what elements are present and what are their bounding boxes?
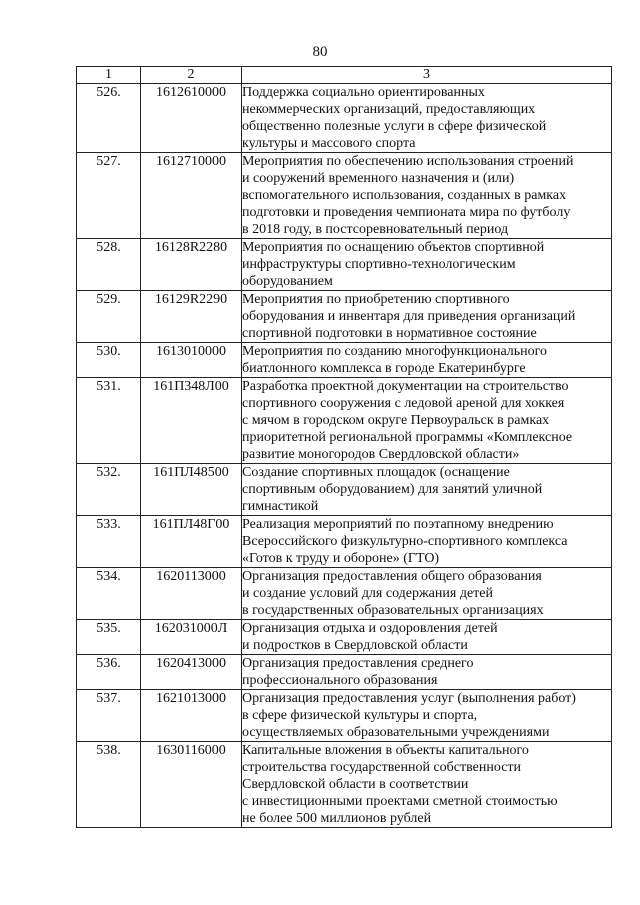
row-code: 1612710000 [141,153,242,239]
row-number: 532. [77,464,141,516]
row-number: 538. [77,742,141,828]
row-description: Создание спортивных площадок (оснащение спортивным оборудованием) для занятий уличной гимнастикой [242,464,612,516]
table-row [77,84,612,153]
table-row [77,516,612,568]
column-header-description: 3 [242,67,612,84]
row-description: Мероприятия по созданию многофункционального биатлонного комплекса в городе Екатеринбурге [242,343,612,378]
row-description: Капитальные вложения в объекты капитального строительства государственной собственности Свердловской области в соответствии с инвестиционными проектами сметной стоимостью не более 500 миллионов рублей [242,742,612,828]
row-description: Мероприятия по обеспечению использования строений и сооружений временного назначения и (или) вспомогательного использования, созданных в рамках подготовки и проведения чемпионата мира по футболу в 2018 году, в постсоревновательный период [242,153,612,239]
row-description: Разработка проектной документации на строительство спортивного сооружения с ледовой ареной для хоккея с мячом в городском округе Первоуральск в рамках приоритетной региональной программы «Комплексное развитие моногородов Свердловской области» [242,378,612,464]
row-number: 527. [77,153,141,239]
row-description: Организация отдыха и оздоровления детей и подростков в Свердловской области [242,620,612,655]
row-code: 1621013000 [141,690,242,742]
row-code: 16129R2290 [141,291,242,343]
row-description: Организация предоставления услуг (выполнения работ) в сфере физической культуры и спорта, осуществляемых образовательными учреждениями [242,690,612,742]
row-number: 530. [77,343,141,378]
table-header-row [77,67,612,84]
row-code: 1620413000 [141,655,242,690]
row-code: 161ПЛ48Г00 [141,516,242,568]
row-code: 162031000Л [141,620,242,655]
row-description: Реализация мероприятий по поэтапному внедрению Всероссийского физкультурно-спортивного комплекса «Готов к труду и обороне» (ГТО) [242,516,612,568]
row-description: Организация предоставления общего образования и создание условий для содержания детей в государственных образовательных организациях [242,568,612,620]
budget-classification-table [76,66,612,828]
row-number: 533. [77,516,141,568]
row-description: Организация предоставления среднего профессионального образования [242,655,612,690]
row-number: 536. [77,655,141,690]
table-row [77,655,612,690]
row-number: 534. [77,568,141,620]
row-code: 1620113000 [141,568,242,620]
column-header-code: 2 [141,67,242,84]
table-row [77,378,612,464]
row-code: 1612610000 [141,84,242,153]
row-number: 537. [77,690,141,742]
row-code: 1630116000 [141,742,242,828]
page-number: 80 [312,44,328,60]
table-row [77,620,612,655]
row-code: 161ПЛ48500 [141,464,242,516]
table-row [77,464,612,516]
row-number: 526. [77,84,141,153]
table-row [77,343,612,378]
table-row [77,153,612,239]
row-code: 1613010000 [141,343,242,378]
row-code: 16128R2280 [141,239,242,291]
table-row [77,742,612,828]
table-row [77,568,612,620]
row-code: 161П348Л00 [141,378,242,464]
row-number: 535. [77,620,141,655]
table-row [77,690,612,742]
row-description: Поддержка социально ориентированных некоммерческих организаций, предоставляющих общественно полезные услуги в сфере физической культуры и массового спорта [242,84,612,153]
row-number: 528. [77,239,141,291]
table-row [77,239,612,291]
row-number: 531. [77,378,141,464]
table-row [77,291,612,343]
row-number: 529. [77,291,141,343]
column-header-number: 1 [77,67,141,84]
row-description: Мероприятия по приобретению спортивного оборудования и инвентаря для приведения организаций спортивной подготовки в нормативное состояние [242,291,612,343]
row-description: Мероприятия по оснащению объектов спортивной инфраструктуры спортивно-технологическим оборудованием [242,239,612,291]
